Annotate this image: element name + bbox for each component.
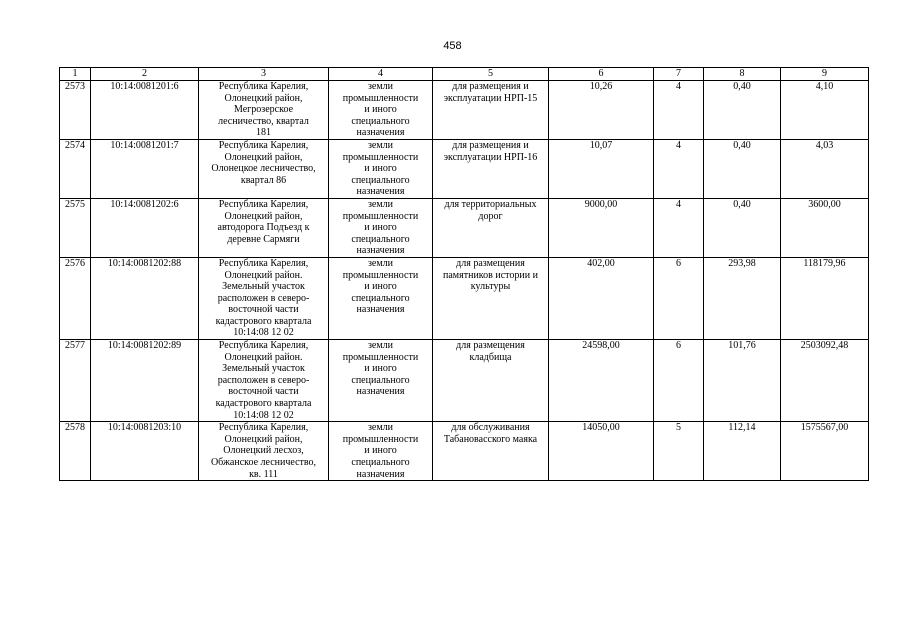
cell-line: промышленности: [342, 351, 419, 363]
cell-line: кв. 111: [249, 468, 278, 480]
cell-line: для обслуживания: [451, 422, 530, 434]
land-register-table: [59, 67, 869, 481]
column-header-1: 1: [60, 68, 91, 81]
column-7-cell: 4: [654, 139, 704, 198]
cell-line: Олонецкий район.: [224, 269, 303, 281]
cell-line: и иного: [364, 281, 397, 293]
cell-line: специального: [351, 457, 410, 468]
cell-line: специального: [351, 233, 410, 245]
column-header-6: 6: [549, 68, 654, 81]
cell-line: и иного: [364, 363, 397, 375]
column-header-5: 5: [433, 68, 549, 81]
column-8-cell: 0,40: [704, 81, 781, 140]
permitted-use-cell: [433, 257, 549, 339]
cell-line: Олонецкий район,: [224, 151, 303, 163]
cell-line: кадастрового квартала: [215, 315, 312, 327]
cell-line: 10:14:08 12 02: [233, 327, 294, 339]
cell-line: промышленности: [342, 210, 419, 222]
column-7-cell: 4: [654, 81, 704, 140]
cell-line: специального: [351, 115, 410, 127]
cell-line: автодорога Подъезд к: [217, 222, 310, 234]
location-cell: [199, 257, 329, 339]
column-header-7: 7: [654, 68, 704, 81]
cell-line: 10:14:08 12 02: [233, 409, 294, 421]
table-row: [60, 198, 869, 257]
column-7-cell: 6: [654, 340, 704, 422]
table-row: [60, 139, 869, 198]
column-6-cell: 10,26: [549, 81, 654, 140]
cell-line: земли: [367, 340, 394, 352]
page-number: 458: [443, 40, 462, 52]
column-9-cell: 118179,96: [781, 257, 869, 339]
cell-line: лесничество, квартал: [218, 115, 309, 127]
row-number-cell: 2577: [60, 340, 91, 422]
permitted-use-cell: [433, 422, 549, 481]
cell-line: дорог: [478, 210, 503, 222]
permitted-use-cell: [433, 198, 549, 257]
column-9-cell: 3600,00: [781, 198, 869, 257]
cell-line: для размещения и: [452, 81, 529, 92]
cell-line: промышленности: [342, 151, 419, 163]
table-header-row: [60, 68, 869, 81]
cell-line: для размещения и: [452, 139, 529, 151]
column-7-cell: 4: [654, 198, 704, 257]
cell-line: промышленности: [342, 269, 419, 281]
cell-line: и иного: [364, 222, 397, 234]
cell-line: эксплуатации НРП-15: [443, 92, 538, 104]
cell-line: кадастрового квартала: [215, 398, 312, 410]
permitted-use-cell: [433, 139, 549, 198]
column-8-cell: 101,76: [704, 340, 781, 422]
cell-line: и иного: [364, 163, 397, 175]
cell-line: памятников истории и: [443, 269, 538, 281]
cell-line: Мегрозерское: [233, 104, 294, 116]
table-row: [60, 257, 869, 339]
cell-line: Обжанское лесничество,: [210, 457, 317, 468]
cadastral-number-cell: 10:14:0081203:10: [91, 422, 199, 481]
cadastral-number-cell: 10:14:0081202:89: [91, 340, 199, 422]
cell-line: промышленности: [342, 433, 419, 445]
column-7-cell: 5: [654, 422, 704, 481]
column-8-cell: 112,14: [704, 422, 781, 481]
cell-line: Олонецкий район,: [224, 433, 303, 445]
cell-line: Республика Карелия,: [218, 139, 309, 151]
cell-line: специального: [351, 292, 410, 304]
cell-line: для территориальных: [444, 198, 537, 210]
land-category-cell: [329, 81, 433, 140]
column-8-cell: 0,40: [704, 198, 781, 257]
cell-line: расположен в северо-: [217, 374, 310, 386]
cadastral-number-cell: 10:14:0081201:7: [91, 139, 199, 198]
table-body: [60, 81, 869, 481]
cell-line: Олонецкий район,: [224, 92, 303, 104]
cell-line: назначения: [356, 468, 405, 480]
cell-line: земли: [367, 81, 394, 92]
column-6-cell: 24598,00: [549, 340, 654, 422]
row-number-cell: 2574: [60, 139, 91, 198]
cell-line: Республика Карелия,: [218, 340, 309, 352]
cell-line: специального: [351, 174, 410, 186]
cell-line: Земельный участок: [222, 363, 305, 375]
column-9-cell: 1575567,00: [781, 422, 869, 481]
row-number-cell: 2576: [60, 257, 91, 339]
cell-line: расположен в северо-: [217, 292, 310, 304]
land-category-cell: [329, 198, 433, 257]
cadastral-number-cell: 10:14:0081201:6: [91, 81, 199, 140]
land-category-cell: [329, 257, 433, 339]
cell-line: Республика Карелия,: [218, 257, 309, 269]
column-6-cell: 10,07: [549, 139, 654, 198]
cell-line: назначения: [356, 127, 405, 139]
cell-line: назначения: [356, 186, 405, 198]
cell-line: 181: [256, 127, 271, 139]
cell-line: промышленности: [342, 92, 419, 104]
cell-line: назначения: [356, 304, 405, 316]
location-cell: [199, 422, 329, 481]
column-header-4: 4: [329, 68, 433, 81]
cell-line: и иного: [364, 445, 397, 457]
column-6-cell: 402,00: [549, 257, 654, 339]
location-cell: [199, 139, 329, 198]
cell-line: Олонецкий район.: [224, 351, 303, 363]
cell-line: восточной части: [228, 386, 299, 398]
cell-line: для размещения: [456, 340, 525, 352]
column-header-8: 8: [704, 68, 781, 81]
cell-line: Республика Карелия,: [218, 422, 309, 434]
column-header-3: 3: [199, 68, 329, 81]
column-8-cell: 0,40: [704, 139, 781, 198]
cell-line: для размещения: [456, 257, 525, 269]
cell-line: Олонецкий район,: [224, 210, 303, 222]
column-6-cell: 14050,00: [549, 422, 654, 481]
land-category-cell: [329, 139, 433, 198]
land-category-cell: [329, 422, 433, 481]
location-cell: [199, 340, 329, 422]
row-number-cell: 2573: [60, 81, 91, 140]
column-9-cell: 2503092,48: [781, 340, 869, 422]
land-category-cell: [329, 340, 433, 422]
cell-line: восточной части: [228, 304, 299, 316]
cell-line: Олонецкий лесхоз,: [223, 445, 304, 457]
cell-line: культуры: [470, 281, 511, 293]
permitted-use-cell: [433, 81, 549, 140]
column-9-cell: 4,03: [781, 139, 869, 198]
column-8-cell: 293,98: [704, 257, 781, 339]
cell-line: деревне Сармяги: [227, 233, 300, 245]
cell-line: назначения: [356, 386, 405, 398]
column-6-cell: 9000,00: [549, 198, 654, 257]
row-number-cell: 2575: [60, 198, 91, 257]
cell-line: Земельный участок: [222, 281, 305, 293]
cell-line: земли: [367, 139, 394, 151]
table-row: [60, 422, 869, 481]
cell-line: Олонецкое лесничество,: [211, 163, 316, 175]
column-header-2: 2: [91, 68, 199, 81]
table-row: [60, 340, 869, 422]
cell-line: Табановасского маяка: [443, 433, 538, 445]
cell-line: земли: [367, 198, 394, 210]
cell-line: квартал 86: [240, 174, 287, 186]
column-7-cell: 6: [654, 257, 704, 339]
cell-line: Республика Карелия,: [218, 81, 309, 92]
cell-line: земли: [367, 257, 394, 269]
cell-line: и иного: [364, 104, 397, 116]
column-header-9: 9: [781, 68, 869, 81]
permitted-use-cell: [433, 340, 549, 422]
row-number-cell: 2578: [60, 422, 91, 481]
cadastral-number-cell: 10:14:0081202:88: [91, 257, 199, 339]
location-cell: [199, 81, 329, 140]
column-9-cell: 4,10: [781, 81, 869, 140]
cell-line: эксплуатации НРП-16: [443, 151, 538, 163]
cell-line: специального: [351, 374, 410, 386]
location-cell: [199, 198, 329, 257]
cadastral-number-cell: 10:14:0081202:6: [91, 198, 199, 257]
cell-line: земли: [367, 422, 394, 434]
cell-line: назначения: [356, 245, 405, 257]
cell-line: Республика Карелия,: [218, 198, 309, 210]
table-row: [60, 81, 869, 140]
cell-line: кладбища: [469, 351, 512, 363]
